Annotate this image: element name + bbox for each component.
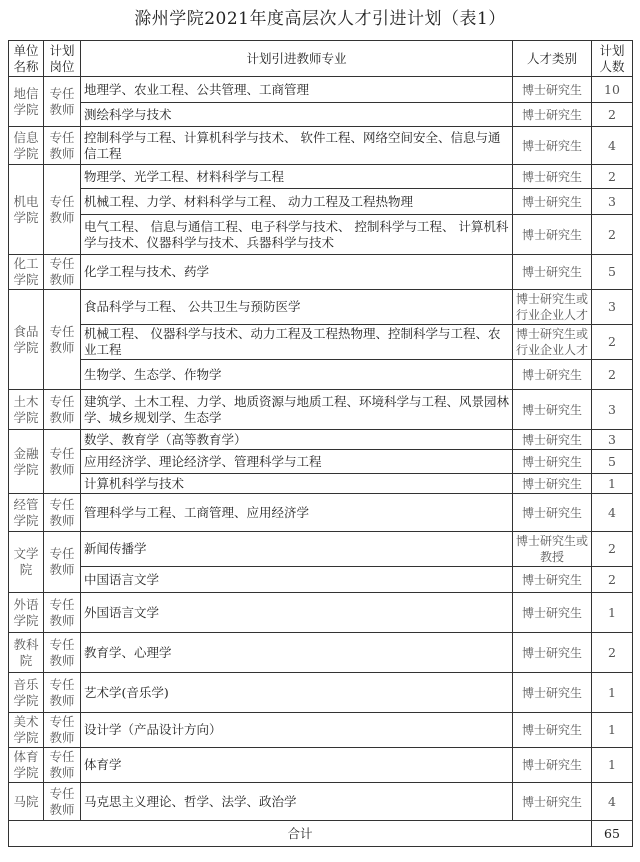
talent-type-cell: 博士研究生 (513, 360, 592, 390)
talent-type-cell: 博士研究生 (513, 450, 592, 474)
total-count: 65 (592, 821, 633, 847)
major-cell: 管理科学与工程、工商管理、应用经济学 (81, 494, 513, 532)
header-major: 计划引进教师专业 (81, 41, 513, 77)
unit-cell: 文学院 (9, 532, 44, 593)
post-cell: 专任教师 (44, 673, 81, 713)
count-cell: 2 (592, 567, 633, 593)
unit-cell: 美术学院 (9, 713, 44, 748)
header-row (9, 41, 633, 77)
unit-cell: 信息学院 (9, 127, 44, 165)
major-cell: 生物学、生态学、作物学 (81, 360, 513, 390)
unit-cell: 土木学院 (9, 390, 44, 430)
table-row (9, 290, 633, 325)
major-cell: 机械工程、力学、材料科学与工程、 动力工程及工程热物理 (81, 189, 513, 215)
post-cell: 专任教师 (44, 783, 81, 821)
count-cell: 1 (592, 593, 633, 633)
table-body (9, 77, 633, 847)
talent-type-cell: 博士研究生 (513, 673, 592, 713)
count-cell: 1 (592, 713, 633, 748)
unit-cell: 食品学院 (9, 290, 44, 390)
talent-type-cell: 博士研究生 (513, 494, 592, 532)
post-cell: 专任教师 (44, 532, 81, 593)
recruitment-table (8, 40, 633, 847)
talent-type-cell: 博士研究生 (513, 189, 592, 215)
count-cell: 1 (592, 673, 633, 713)
talent-type-cell: 博士研究生 (513, 165, 592, 189)
talent-type-cell: 博士研究生 (513, 567, 592, 593)
major-cell: 建筑学、土木工程、力学、地质资源与地质工程、环境科学与工程、风景园林学、城乡规划学、生态学 (81, 390, 513, 430)
major-cell: 控制科学与工程、计算机科学与技术、 软件工程、网络空间安全、信息与通信工程 (81, 127, 513, 165)
talent-type-cell: 博士研究生 (513, 783, 592, 821)
major-cell: 设计学（产品设计方向） (81, 713, 513, 748)
talent-type-cell: 博士研究生 (513, 474, 592, 494)
unit-cell: 音乐学院 (9, 673, 44, 713)
table-row (9, 127, 633, 165)
table-row (9, 390, 633, 430)
major-cell: 艺术学(音乐学) (81, 673, 513, 713)
major-cell: 计算机科学与技术 (81, 474, 513, 494)
count-cell: 5 (592, 255, 633, 290)
talent-type-cell: 博士研究生 (513, 430, 592, 450)
talent-type-cell: 博士研究生 (513, 127, 592, 165)
table-row (9, 77, 633, 103)
count-cell: 4 (592, 783, 633, 821)
talent-type-cell: 博士研究生 (513, 103, 592, 127)
count-cell: 2 (592, 103, 633, 127)
table-row (9, 567, 633, 593)
post-cell: 专任教师 (44, 290, 81, 390)
post-cell: 专任教师 (44, 430, 81, 494)
table-row (9, 474, 633, 494)
major-cell: 数学、教育学（高等教育学） (81, 430, 513, 450)
count-cell: 3 (592, 189, 633, 215)
post-cell: 专任教师 (44, 494, 81, 532)
talent-type-cell: 博士研究生 (513, 255, 592, 290)
count-cell: 3 (592, 290, 633, 325)
count-cell: 3 (592, 390, 633, 430)
post-cell: 专任教师 (44, 593, 81, 633)
unit-cell: 马院 (9, 783, 44, 821)
count-cell: 2 (592, 360, 633, 390)
post-cell: 专任教师 (44, 713, 81, 748)
table-row (9, 783, 633, 821)
major-cell: 外国语言文学 (81, 593, 513, 633)
unit-cell: 金融学院 (9, 430, 44, 494)
major-cell: 测绘科学与技术 (81, 103, 513, 127)
major-cell: 体育学 (81, 748, 513, 783)
table-row (9, 255, 633, 290)
talent-type-cell: 博士研究生 (513, 593, 592, 633)
major-cell: 中国语言文学 (81, 567, 513, 593)
table-row (9, 593, 633, 633)
post-cell: 专任教师 (44, 633, 81, 673)
count-cell: 2 (592, 325, 633, 360)
major-cell: 地理学、农业工程、公共管理、工商管理 (81, 77, 513, 103)
count-cell: 1 (592, 474, 633, 494)
page-title: 滁州学院2021年度高层次人才引进计划（表1） (134, 9, 506, 29)
table-row (9, 532, 633, 567)
table-row (9, 748, 633, 783)
talent-type-cell: 博士研究生 (513, 77, 592, 103)
header-unit: 单位名称 (9, 41, 44, 77)
table-row (9, 713, 633, 748)
count-cell: 5 (592, 450, 633, 474)
count-cell: 1 (592, 748, 633, 783)
header-post: 计划岗位 (44, 41, 81, 77)
unit-cell: 机电学院 (9, 165, 44, 255)
talent-type-cell: 博士研究生 (513, 390, 592, 430)
post-cell: 专任教师 (44, 748, 81, 783)
talent-type-cell: 博士研究生 (513, 713, 592, 748)
table-row (9, 103, 633, 127)
talent-type-cell: 博士研究生或行业企业人才 (513, 290, 592, 325)
total-row (9, 821, 633, 847)
table-row (9, 215, 633, 255)
major-cell: 新闻传播学 (81, 532, 513, 567)
table-row (9, 430, 633, 450)
table-row (9, 360, 633, 390)
unit-cell: 地信学院 (9, 77, 44, 127)
major-cell: 电气工程、 信息与通信工程、电子科学与技术、 控制科学与工程、 计算机科学与技术、仪器科学与技术、兵器科学与技术 (81, 215, 513, 255)
talent-type-cell: 博士研究生 (513, 215, 592, 255)
post-cell: 专任教师 (44, 77, 81, 127)
major-cell: 化学工程与技术、药学 (81, 255, 513, 290)
talent-type-cell: 博士研究生或行业企业人才 (513, 325, 592, 360)
table-row (9, 450, 633, 474)
header-count: 计划人数 (592, 41, 633, 77)
post-cell: 专任教师 (44, 255, 81, 290)
count-cell: 10 (592, 77, 633, 103)
major-cell: 食品科学与工程、 公共卫生与预防医学 (81, 290, 513, 325)
count-cell: 4 (592, 494, 633, 532)
count-cell: 2 (592, 165, 633, 189)
talent-type-cell: 博士研究生 (513, 633, 592, 673)
post-cell: 专任教师 (44, 127, 81, 165)
total-label: 合计 (9, 821, 592, 847)
major-cell: 教育学、心理学 (81, 633, 513, 673)
table-row (9, 189, 633, 215)
count-cell: 4 (592, 127, 633, 165)
talent-type-cell: 博士研究生 (513, 748, 592, 783)
count-cell: 2 (592, 215, 633, 255)
table-row (9, 325, 633, 360)
count-cell: 2 (592, 633, 633, 673)
major-cell: 物理学、光学工程、材料科学与工程 (81, 165, 513, 189)
unit-cell: 教科院 (9, 633, 44, 673)
talent-type-cell: 博士研究生或教授 (513, 532, 592, 567)
major-cell: 马克思主义理论、哲学、法学、政治学 (81, 783, 513, 821)
unit-cell: 体育学院 (9, 748, 44, 783)
unit-cell: 化工学院 (9, 255, 44, 290)
major-cell: 机械工程、 仪器科学与技术、动力工程及工程热物理、控制科学与工程、农业工程 (81, 325, 513, 360)
table-row (9, 494, 633, 532)
header-type: 人才类别 (513, 41, 592, 77)
unit-cell: 经管学院 (9, 494, 44, 532)
post-cell: 专任教师 (44, 390, 81, 430)
major-cell: 应用经济学、理论经济学、管理科学与工程 (81, 450, 513, 474)
table-row (9, 633, 633, 673)
count-cell: 3 (592, 430, 633, 450)
table-row (9, 673, 633, 713)
post-cell: 专任教师 (44, 165, 81, 255)
table-row (9, 165, 633, 189)
unit-cell: 外语学院 (9, 593, 44, 633)
count-cell: 2 (592, 532, 633, 567)
